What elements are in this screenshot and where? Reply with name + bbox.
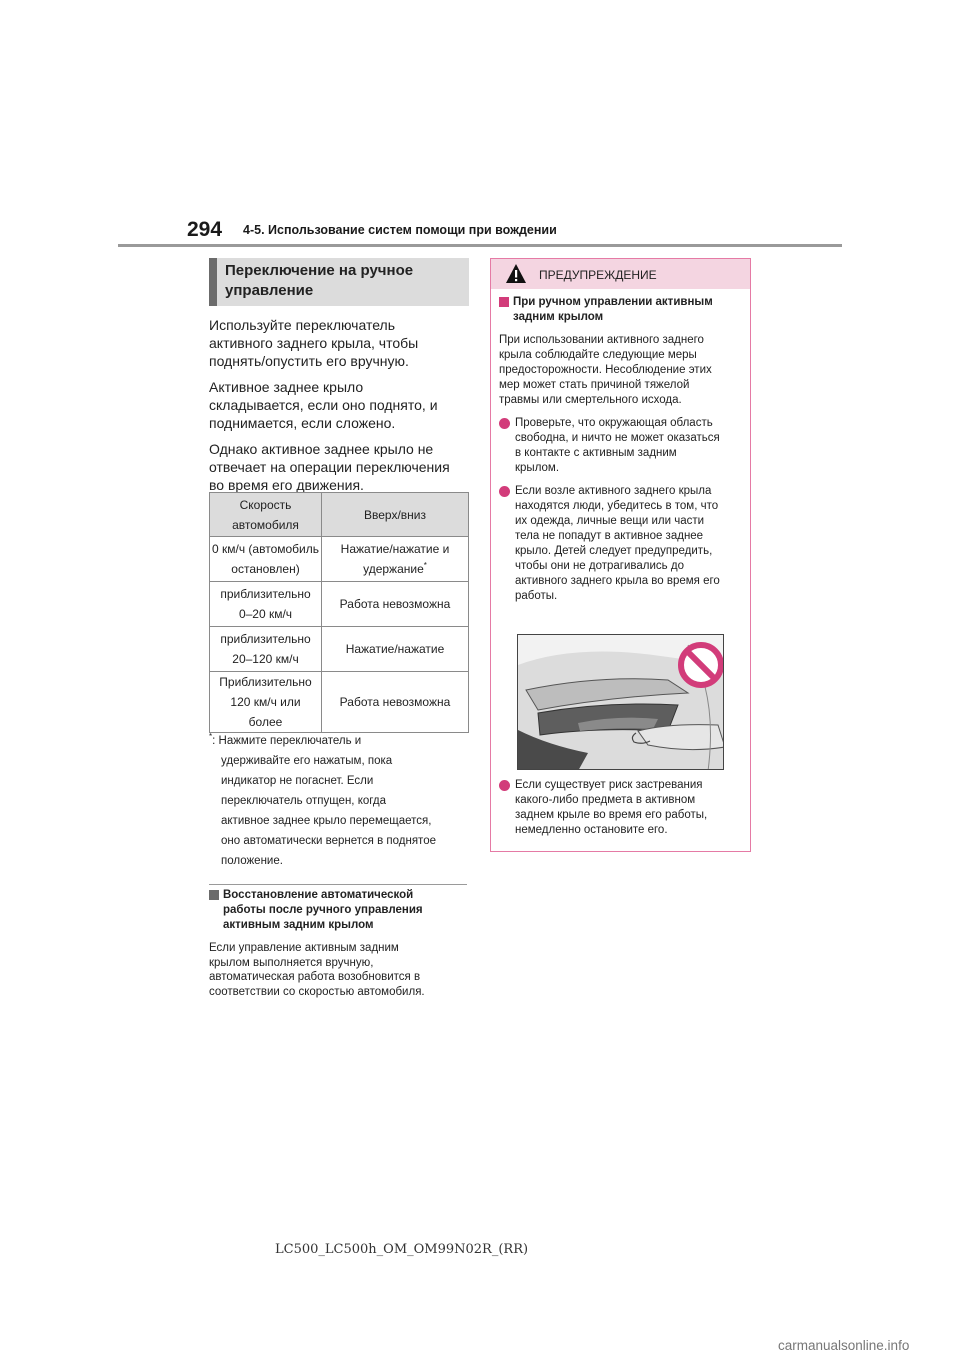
table-cell: 0 км/ч (автомобиль остановлен) (210, 537, 322, 582)
table-row (210, 582, 469, 627)
table-header-row (210, 493, 469, 537)
auto-restore-subsection (209, 888, 471, 999)
body-paragraph: Используйте переключатель активного заднего крыла, чтобы поднять/опустить его вручную. (209, 317, 419, 369)
round-bullet-icon (499, 418, 510, 429)
body-paragraph: Однако активное заднее крыло не отвечает на операции переключения во время его движения. (209, 441, 450, 493)
chapter-title: 4-5. Использование систем помощи при вождении (243, 223, 557, 237)
rear-spoiler-illustration (517, 634, 724, 770)
table-cell: Работа невозможна (322, 672, 469, 733)
site-watermark: carmanualsonline.info (778, 1338, 910, 1353)
section-heading (209, 258, 469, 306)
table-header-cell: Скорость автомобиля (210, 493, 322, 537)
warning-triangle-icon (505, 263, 527, 284)
section-heading-line: Переключение на ручное (225, 262, 414, 279)
footnote-marker: * (209, 732, 213, 742)
header-divider (118, 244, 842, 247)
warning-bullet: Если возле активного заднего крыла находятся люди, убедитесь в том, что их одежда, личные вещи или части тела не попадут в активное заднее крыло. Детей следует предупредить, чтобы они не дотрагивались до активного заднего крыла во время его работы. (499, 484, 742, 604)
table-cell: Работа невозможна (322, 582, 469, 627)
round-bullet-icon (499, 780, 510, 791)
table-row (210, 537, 469, 582)
body-paragraph: Активное заднее крыло складывается, если оно поднято, и поднимается, если сложено. (209, 379, 438, 431)
table-cell: приблизительно 20–120 км/ч (210, 627, 322, 672)
speed-operation-table (209, 492, 469, 733)
warning-bullet: Если существует риск застревания какого-либо предмета в активном заднем крыле во время его работы, немедленно остановите его. (499, 778, 742, 838)
table-cell: Нажатие/нажатие и удержание* (322, 537, 469, 582)
square-bullet-icon (499, 297, 509, 307)
table-cell: Нажатие/нажатие (322, 627, 469, 672)
warning-label: ПРЕДУПРЕЖДЕНИЕ (539, 268, 657, 282)
warning-header (491, 259, 750, 289)
section-heading-line: управление (225, 282, 314, 299)
page-number: 294 (187, 218, 223, 241)
round-bullet-icon (499, 486, 510, 497)
table-row (210, 627, 469, 672)
footnote-marker: * (423, 561, 427, 570)
table-header-cell: Вверх/вниз (322, 493, 469, 537)
subsection-text: Если управление активным задним крылом выполняется вручную, автоматическая работа возобновится в соответствии со скоростью автомобиля. (209, 942, 425, 998)
subsection-title: Восстановление автоматической работы после ручного управления активным задним крылом (209, 888, 471, 933)
warning-bullet: Проверьте, что окружающая область свободна, и ничто не может оказаться в контакте с активным задним крылом. (499, 416, 742, 476)
table-cell: Приблизительно 120 км/ч или более (210, 672, 322, 733)
table-cell: приблизительно 0–20 км/ч (210, 582, 322, 627)
subsection-divider (209, 884, 467, 885)
square-bullet-icon (209, 890, 219, 900)
warning-intro: При использовании активного заднего крыла соблюдайте следующие меры предосторожности. Несоблюдение этих мер может стать причиной тяжелой травмы или смертельного исхода. (499, 334, 712, 406)
warning-title: При ручном управлении активным задним крылом (499, 295, 742, 325)
table-row (210, 672, 469, 733)
table-footnote: *: Нажмите переключатель и удерживайте его нажатым, пока индикатор не погаснет. Если переключатель отпущен, когда активное заднее крыло перемещается, оно автоматически вернется в поднятое положение. (209, 732, 436, 867)
manual-mode-section (209, 258, 469, 494)
document-code: LC500_LC500h_OM_OM99N02R_(RR) (275, 1242, 529, 1257)
spoiler-hand-warning-image (518, 635, 724, 770)
